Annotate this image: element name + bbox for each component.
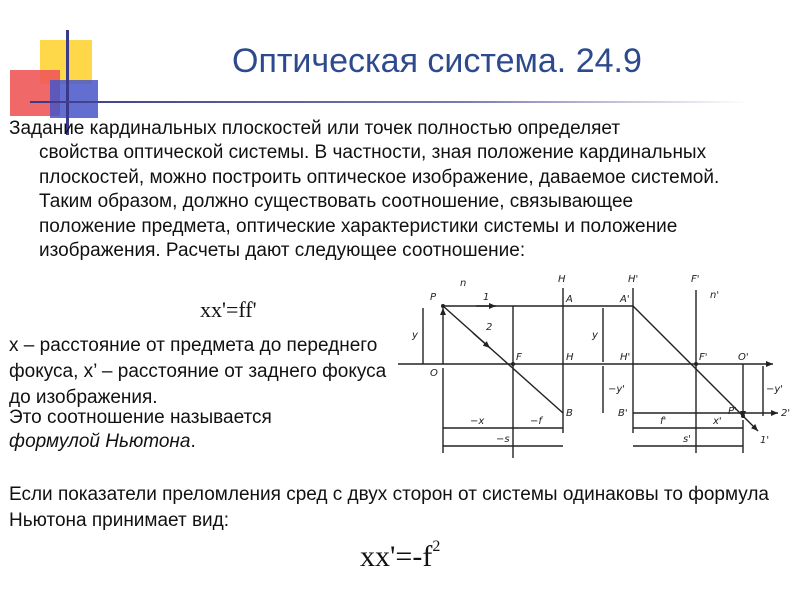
- label-minus-f: −f: [530, 416, 542, 427]
- label-B: B: [566, 408, 573, 419]
- label-H-axis: H: [566, 352, 574, 363]
- point-P-prime: [741, 414, 745, 418]
- label-F-prime: F': [699, 352, 708, 363]
- formula2-exponent: 2: [432, 538, 441, 555]
- label-H-top: H: [558, 274, 566, 285]
- label-y-mid: y: [592, 330, 598, 341]
- slide-title: Оптическая система. 24.9: [232, 42, 642, 80]
- relation-name: формулой Ньютона: [9, 431, 191, 453]
- label-O: O: [430, 368, 438, 379]
- label-F-prime-top: F': [691, 274, 700, 285]
- relation-text: Это соотношение называется: [9, 407, 272, 428]
- label-1-prime: 1': [760, 435, 770, 446]
- label-P-prime: P': [728, 406, 737, 417]
- decor-square-blue: [50, 80, 98, 118]
- label-minus-x: −x: [470, 416, 485, 427]
- ray-2-arrow: [473, 333, 490, 348]
- intro-first-line: Задание кардинальных плоскостей или точек полностью определяет: [9, 118, 621, 139]
- intro-paragraph: [9, 117, 729, 263]
- label-F: F: [516, 352, 522, 363]
- label-P: P: [430, 292, 437, 303]
- label-y-left: y: [412, 330, 418, 341]
- label-O-prime: O': [738, 352, 749, 363]
- label-H-prime-top: H': [628, 274, 639, 285]
- label-B-prime: B': [618, 408, 628, 419]
- newton-formula-equal-media: [360, 540, 440, 574]
- label-minus-s: −s: [496, 434, 510, 445]
- label-A: A: [566, 294, 573, 305]
- label-minus-y-prime-right: −y': [766, 384, 784, 395]
- intro-rest: свойства оптической системы. В частности, зная положение кардинальных плоскостей, можно построить оптическое изображение, даваемое системой. Таким образом, должно существовать соотношение, связывающее положение предмета, оптические характеристики системы и положение изображения. Расчеты дают следующее соотношение:: [39, 142, 720, 262]
- optical-system-diagram: [398, 268, 798, 468]
- ray-2: [443, 306, 563, 413]
- title-underline: [30, 101, 750, 103]
- label-ray-1: 1: [483, 292, 490, 303]
- label-minus-y-prime: −y': [608, 384, 626, 395]
- label-s-prime: s': [683, 434, 691, 445]
- newton-formula: xx'=ff': [200, 297, 257, 322]
- point-P: [441, 304, 445, 308]
- label-H-prime-axis: H': [620, 352, 631, 363]
- relation-end: .: [190, 431, 196, 453]
- label-ray-2: 2: [486, 322, 493, 333]
- final-paragraph: Если показатели преломления сред с двух сторон от системы одинаковы то формула Ньютона принимает вид:: [9, 484, 769, 531]
- point-F: [511, 362, 515, 366]
- label-A-prime: A': [620, 294, 630, 305]
- label-2-prime: 2': [781, 408, 791, 419]
- formula2-base: xx'=-f: [360, 540, 433, 573]
- label-f-prime: f': [660, 416, 667, 427]
- relation-paragraph: [9, 406, 349, 455]
- label-n-prime: n': [710, 290, 720, 301]
- label-x-prime: x': [713, 416, 722, 427]
- x-definition: x – расстояние от предмета до переднего фокуса, x’ – расстояние от заднего фокуса до изображения.: [9, 335, 387, 408]
- label-n: n: [460, 278, 467, 289]
- point-F-prime: [694, 362, 698, 366]
